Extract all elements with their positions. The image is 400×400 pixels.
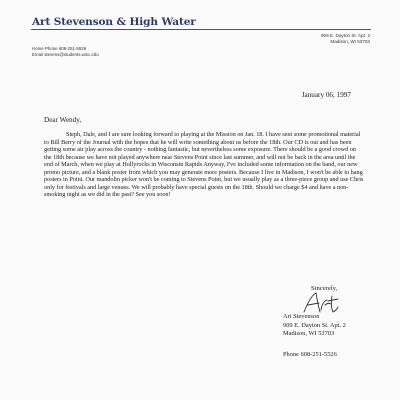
letterhead-address — [321, 33, 370, 45]
signer-block — [283, 313, 346, 339]
letter-date: January 06, 1997 — [301, 91, 351, 99]
signer-name: Art Stevenson — [283, 313, 320, 320]
closing: Sincerely, — [311, 285, 338, 292]
signer-address-line2: Madison, WI 53703 — [283, 330, 335, 338]
letterhead-address-line1: 909 E. Dayton St. Apt. 2 — [320, 33, 370, 38]
salutation: Dear Wendy, — [44, 116, 82, 124]
letter-body: Steph, Dale, and I are sure looking forward to playing at the Mission on Jan. 18. I have sent some promotional material to Bill Berry of the Journal with the hopes that he will write something about us before the 18th. Our CD is out and has been getting some air play across the country - nothing fantastic, but nevertheless some exposure. There should be a good crowd on the 18th because we have not played anywhere near Stevens Point since last summer, and will not be back in the area until the end of March, when we play at Hollyrocks in Wisconsin Rapids Anyway, I've included some information on the band, our new promo picture, and a blank poster from which you may generate more posters. Because I live in Madison, I won't be able to hang posters in Point. Our mandolin picker won't be coming to Stevens Point, but we usually play as a three-piece group and use Chris only for festivals and large venues. We will probably have special guests on the 18th. Should we charge $4 and have a non-smoking night as we did in the past? See you soon! — [44, 131, 364, 199]
letterhead-address-line2: Madison, WI 53703 — [330, 39, 370, 44]
signer-phone: Phone 608-251-5526 — [283, 351, 337, 358]
letterhead-name: Art Stevenson & High Water — [32, 16, 196, 28]
letterhead-rule — [31, 29, 371, 30]
letterhead-email: Email stevens@students.wisc.edu — [32, 51, 99, 57]
letterhead-contact — [32, 46, 99, 57]
letterhead-home-phone: Home Phone 608-251-5526 — [32, 46, 87, 51]
signer-address-line1: 909 E. Dayton St. Apt. 2 — [283, 321, 346, 329]
